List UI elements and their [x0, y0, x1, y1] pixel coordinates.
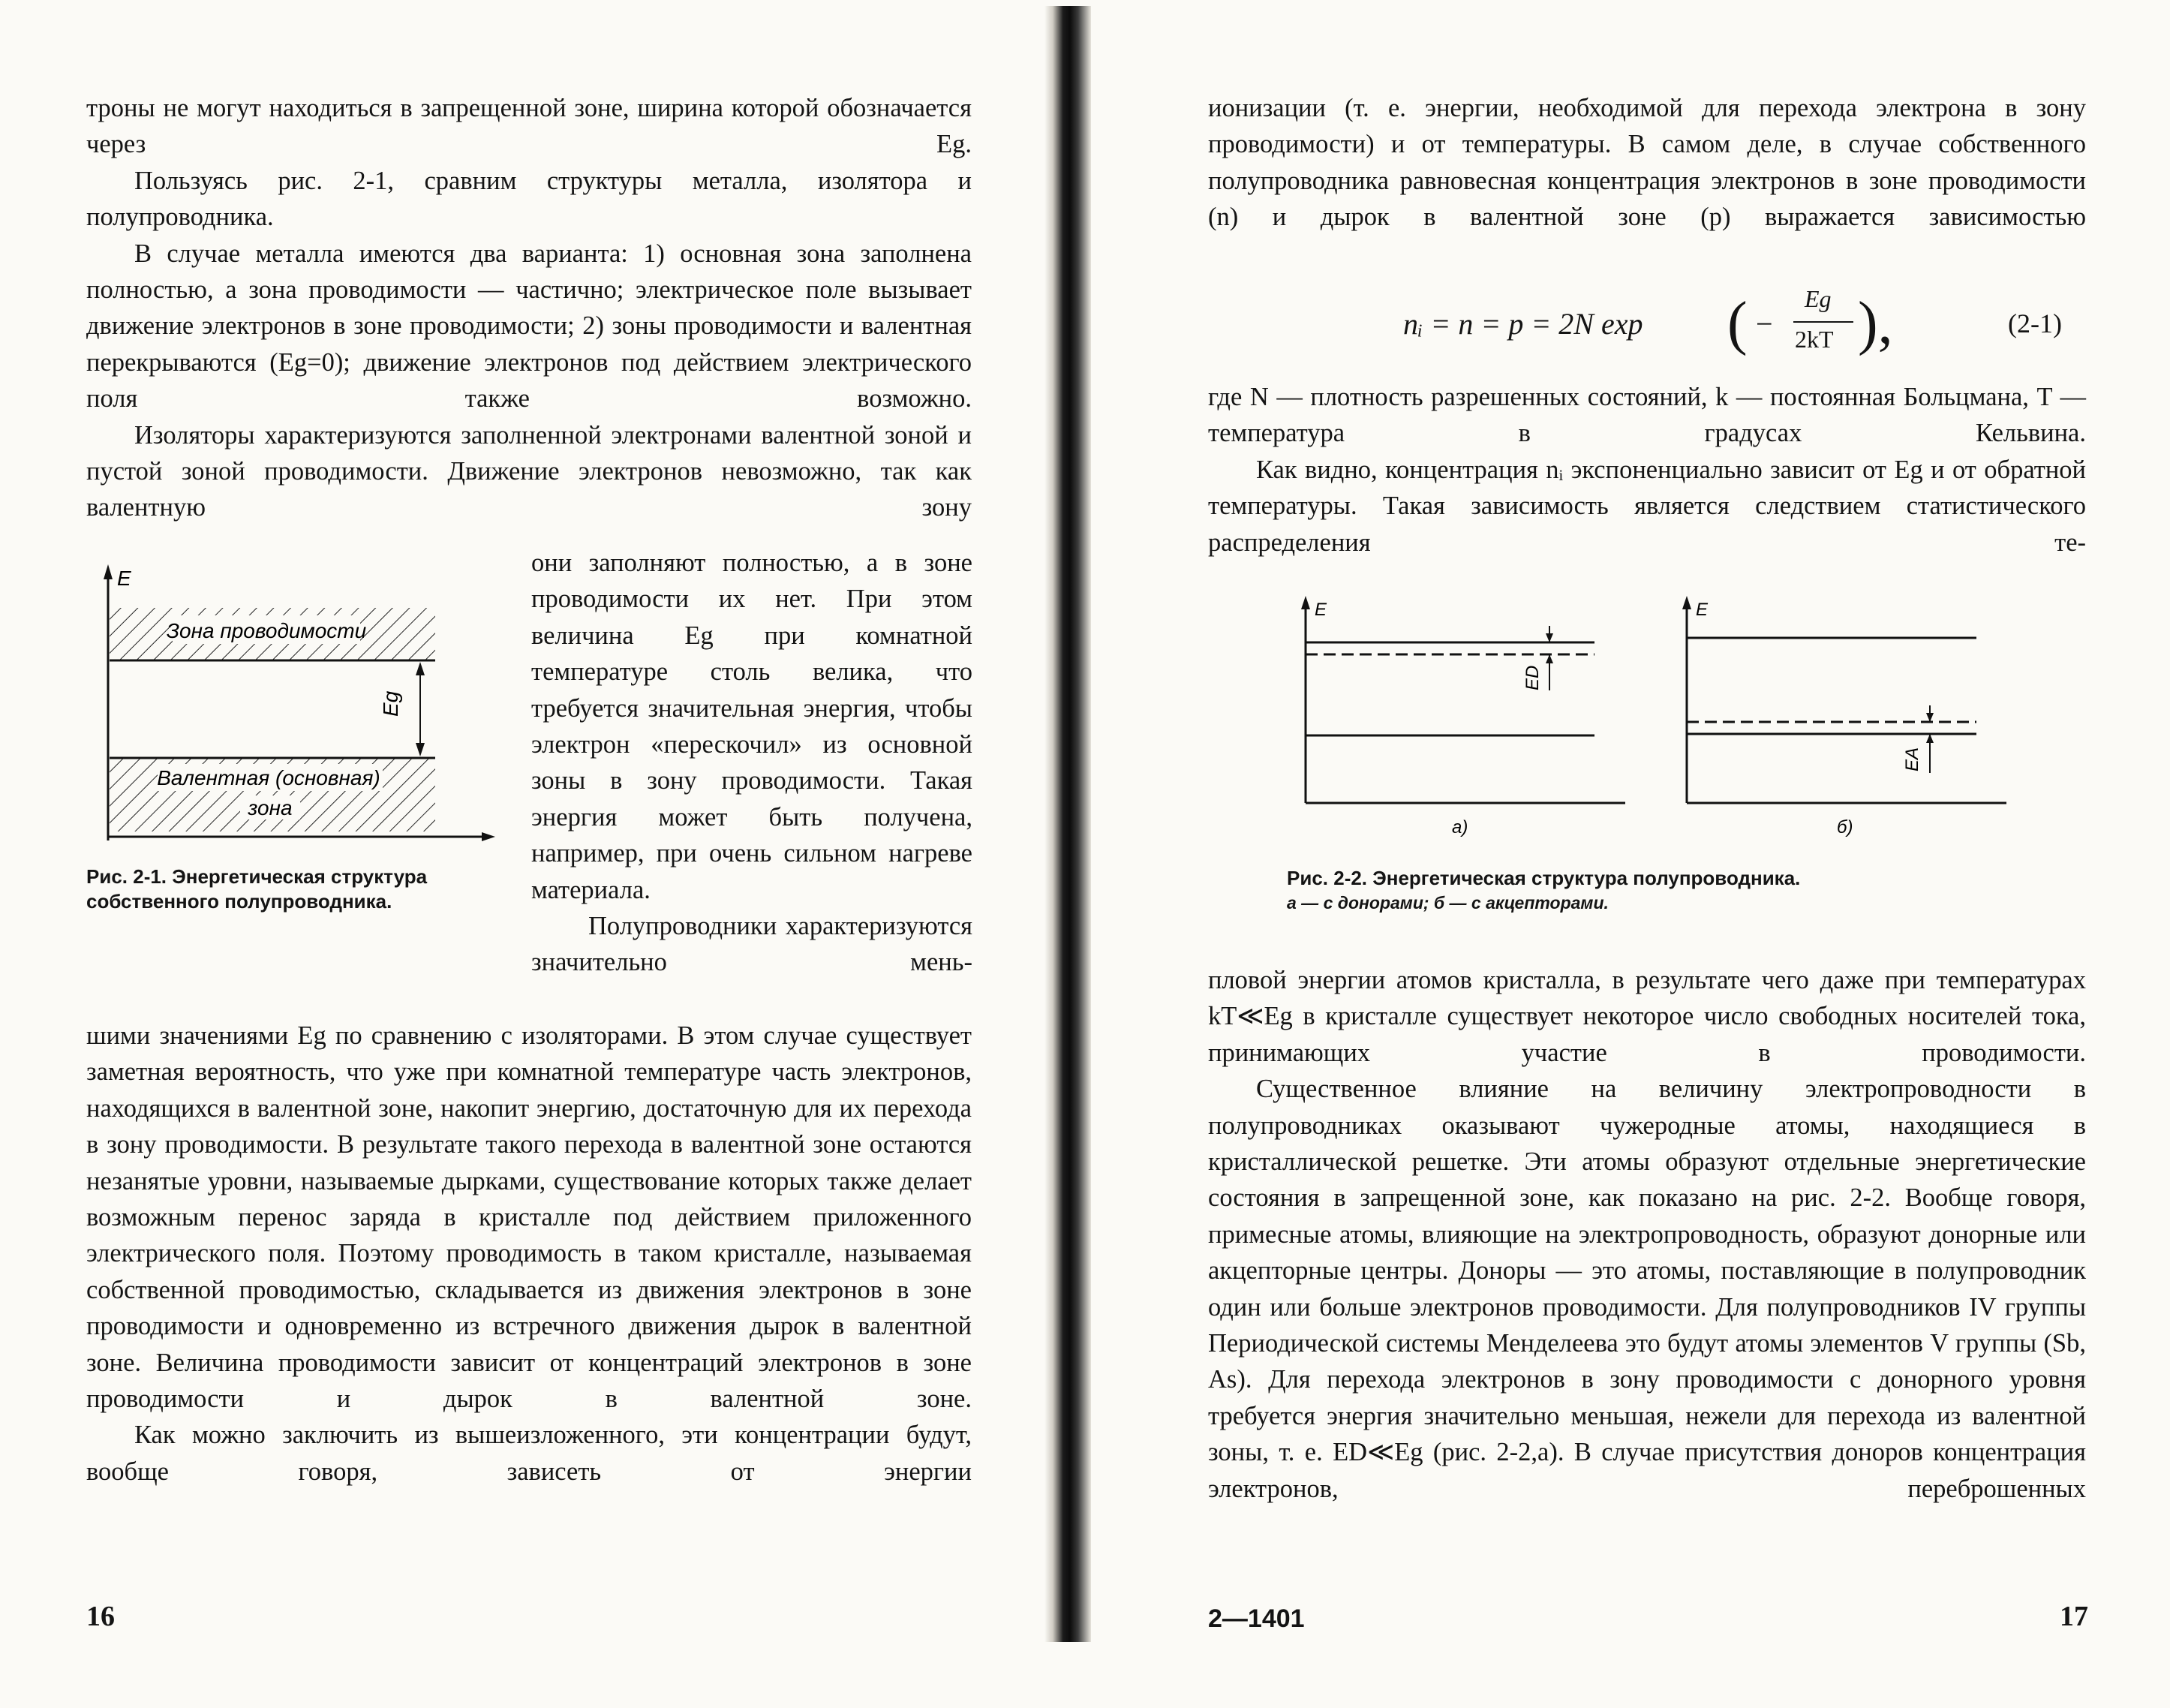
- axis-arrow-icon: [104, 564, 113, 579]
- axis-arrow-icon: [1301, 596, 1310, 609]
- paragraph: пловой энергии атомов кристалла, в результате чего даже при температурах kT≪Eg в кристалле существует некоторое число свободных носителей тока, принимающих участие в проводимости.: [1208, 966, 2086, 1067]
- printer-signature: 2—1401: [1208, 1604, 1305, 1633]
- paragraph: Полупроводники характеризуются значительно мень-: [531, 912, 972, 977]
- caption-line: Рис. 2-2. Энергетическая структура полупроводника.: [1287, 867, 1801, 889]
- right-text-top: [1208, 90, 2086, 236]
- paren-close-icon: ),: [1858, 290, 1893, 356]
- axis-label-b: E: [1696, 600, 1709, 620]
- axis-arrow-icon: [1682, 596, 1691, 609]
- left-wrap-text: [531, 545, 972, 981]
- paragraph: В случае металла имеются два варианта: 1) основная зона заполнена полностью, а зона проводимости — частично; электрическое поле вызывает движение электронов в зоне проводимости; 2) зоны проводимости и валентная перекрываются (Eg=0); движение электронов под действием электрического поля также возможно.: [86, 239, 972, 413]
- equation-lhs: nᵢ = n = p = 2N exp: [1403, 307, 1643, 341]
- right-text-bottom: [1208, 962, 2086, 1507]
- donor-energy-label: ED: [1522, 665, 1543, 690]
- axis-label-e: E: [117, 567, 131, 590]
- figure-2-1-caption: Рис. 2-1. Энергетическая структура собственного полупроводника.: [86, 865, 428, 913]
- caption-line: а — с донорами; б — с акцепторами.: [1287, 893, 1609, 913]
- figure-2-2: [1298, 593, 2018, 840]
- paragraph: шими значениями Eg по сравнению с изоляторами. В этом случае существует заметная вероятность, что уже при комнатной температуре часть электронов, находящихся в валентной зоне, накопит энергию, достаточную для их перехода в зону проводимости. В результате такого перехода в валентной зоне остаются незанятые уровни, называемые дырками, существование которых также делает возможным перенос заряда в кристалле под действием приложенного электрического поля. Поэтому проводимость в таком кристалле, называемая собственной проводимостью, складывается из движения электронов в зоне проводимости и одновременно из встречного движения дырок в валентной зоне. Величина проводимости зависит от концентраций электронов в зоне проводимости и дырок в валентной зоне.: [86, 1021, 972, 1414]
- equation-2-1: [1403, 284, 2078, 366]
- subfigure-label-a: а): [1452, 817, 1468, 837]
- paragraph: Как видно, концентрация nᵢ экспоненциально зависит от Eg и от обратной температуры. Такая зависимость является следствием статистического распределения те-: [1208, 455, 2086, 557]
- paragraph: Как можно заключить из вышеизложенного, эти концентрации будут, вообще говоря, зависеть от энергии: [86, 1421, 972, 1486]
- equation-numerator: Eg: [1805, 285, 1832, 312]
- page-number: 17: [2060, 1601, 2088, 1632]
- left-text-top: [86, 90, 972, 526]
- left-page: [0, 0, 1043, 1708]
- acceptor-energy-label: EA: [1902, 747, 1922, 771]
- paragraph: ионизации (т. е. энергии, необходимой для перехода электрона в зону проводимости) и от температуры. В самом деле, в случае собственного полупроводника равновесная концентрация электронов в зоне проводимости (n) и дырок в валентной зоне (p) выражается зависимостью: [1208, 94, 2086, 232]
- paragraph: где N — плотность разрешенных состояний, k — постоянная Больцмана, T — температура в градусах Кельвина.: [1208, 383, 2086, 448]
- valence-band-label: Валентная (основная): [157, 766, 380, 789]
- paragraph: они заполняют полностью, а в зоне проводимости их нет. При этом величина Eg при комнатной температуре столь велика, что требуется значительная энергия, чтобы электрон «перескочил» из основной зоны в зону проводимости. Такая энергия может быть получена, например, при очень сильном нагреве материала.: [531, 549, 972, 904]
- paragraph: троны не могут находиться в запрещенной зоне, ширина которой обозначается через Eg.: [86, 94, 972, 159]
- minus-sign-icon: −: [1756, 307, 1773, 341]
- paragraph: Существенное влияние на величину электропроводности в полупроводниках оказывают чужеродные атомы, находящиеся в кристаллической решетке. Эти атомы образуют отдельные энергетические состояния в запрещенной зоне, как показано на рис. 2-2. Вообще говоря, примесные атомы, влияющие на электропроводность, образуют донорные или акцепторные центры. Доноры — это атомы, поставляющие в полупроводник один или больше электронов проводимости. Для полупроводников IV группы Периодической системы Менделеева это будут атомы элементов V группы (Sb, As). Для перехода электронов в зону проводимости с донорного уровня требуется энергия значительно меньшая, нежели для перехода из валентной зоны, т. е. ED≪Eg (рис. 2-2,а). В случае присутствия доноров концентрация электронов, переброшенных: [1208, 1075, 2086, 1503]
- right-page: [1111, 0, 2170, 1708]
- axis-arrow-right-icon: [482, 832, 495, 841]
- equation-denominator: 2kT: [1795, 326, 1834, 353]
- paren-open-icon: (: [1727, 290, 1748, 356]
- left-text-bottom: [86, 1018, 972, 1490]
- fraction-bar: [1793, 321, 1853, 323]
- figure-2-1: [98, 563, 503, 856]
- valence-band-label-2: зона: [248, 796, 293, 819]
- equation-number: (2-1): [2008, 308, 2062, 338]
- figure-2-2-caption: [1287, 866, 2037, 916]
- paragraph: Изоляторы характеризуются заполненной электронами валентной зоной и пустой зоной проводимости. Движение электронов невозможно, так как валентную зону: [86, 420, 972, 522]
- gap-label: Eg: [379, 690, 402, 717]
- page-number: 16: [86, 1601, 115, 1632]
- conduction-band-label: Зона проводимости: [166, 619, 367, 642]
- paragraph: Пользуясь рис. 2-1, сравним структуры металла, изолятора и полупроводника.: [86, 166, 972, 232]
- axis-label-a: E: [1315, 600, 1327, 620]
- book-gutter: [1044, 6, 1091, 1642]
- right-text-mid: [1208, 379, 2086, 561]
- subfigure-label-b: б): [1837, 817, 1853, 837]
